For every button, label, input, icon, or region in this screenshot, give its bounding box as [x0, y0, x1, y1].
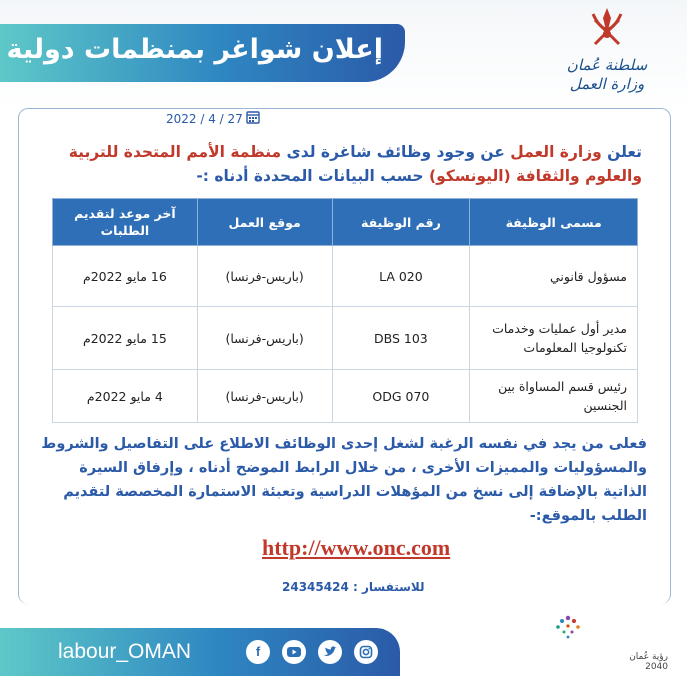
- job-number-cell: LA 020: [332, 246, 470, 307]
- table-header-row: [53, 199, 638, 246]
- instructions-paragraph: فعلى من يجد في نفسه الرغبة لشغل إحدى الوظائف الاطلاع على التفاصيل والشروط والمسؤوليات والمميزات الأخرى ، من خلال الرابط الموضح أدناه ، وإرفاق السيرة الذاتية بالإضافة إلى نسخ من المؤهلات الدراسية وتعبئة الاستمارة المخصصة لتقديم الطلب بالموقع:-: [41, 436, 647, 524]
- location-cell: (باريس-فرنسا): [197, 370, 332, 423]
- inquiry-phone: للاستفسار : 24345424: [282, 580, 425, 594]
- job-title-cell: مدير أول عمليات وخدمات تكنولوجيا المعلومات: [470, 307, 638, 370]
- instagram-icon[interactable]: [354, 640, 378, 664]
- page-title: إعلان شواغر بمنظمات دولية: [6, 34, 383, 65]
- ministry-logo: [552, 4, 662, 104]
- job-title-cell: رئيس قسم المساواة بين الجنسين: [470, 370, 638, 423]
- table-row: [53, 246, 638, 307]
- social-handle[interactable]: labour_OMAN: [58, 640, 192, 663]
- job-number-cell: DBS 103: [332, 307, 470, 370]
- oman-emblem-icon: [587, 4, 627, 56]
- intro-part2: عن وجود وظائف شاغرة لدى: [281, 143, 511, 161]
- application-link[interactable]: http://www.onc.com: [262, 535, 451, 560]
- header-job-number: رقم الوظيفة: [332, 199, 470, 246]
- logo-line-ministry: وزارة العمل: [569, 75, 645, 93]
- intro-part3: حسب البيانات المحددة أدناه :-: [196, 167, 429, 185]
- title-banner: [0, 24, 405, 82]
- table-row: [53, 370, 638, 423]
- deadline-cell: 4 مايو 2022م: [53, 370, 198, 423]
- facebook-icon[interactable]: f: [246, 640, 270, 664]
- youtube-icon[interactable]: [282, 640, 306, 664]
- deadline-cell: 15 مايو 2022م: [53, 307, 198, 370]
- jobs-table: [52, 198, 638, 423]
- header-job-title: مسمى الوظيفة: [470, 199, 638, 246]
- intro-ministry: وزارة العمل: [510, 143, 602, 161]
- location-cell: (باريس-فرنسا): [197, 307, 332, 370]
- logo-line-sultanate: سلطنة عُمان: [566, 56, 648, 74]
- intro-paragraph: [42, 140, 642, 188]
- vision-2040-logo: [538, 612, 668, 672]
- twitter-icon[interactable]: [318, 640, 342, 664]
- vision-dots-icon: [538, 612, 598, 648]
- intro-part1: تعلن: [601, 143, 642, 161]
- location-cell: (باريس-فرنسا): [197, 246, 332, 307]
- vision-name: رؤية عُمان 2040: [629, 652, 668, 672]
- calendar-icon: [246, 110, 260, 124]
- table-row: [53, 307, 638, 370]
- header-location: موقع العمل: [197, 199, 332, 246]
- deadline-cell: 16 مايو 2022م: [53, 246, 198, 307]
- job-number-cell: ODG 070: [332, 370, 470, 423]
- intro-organization: منظمة الأمم المتحدة للتربية والعلوم والثقافة (اليونسكو): [68, 143, 642, 185]
- header-deadline: آخر موعد لتقديم الطلبات: [53, 199, 198, 246]
- job-title-cell: مسؤول قانوني: [470, 246, 638, 307]
- announcement-date: 2022 / 4 / 27: [166, 112, 243, 126]
- footer-bar: [0, 628, 400, 676]
